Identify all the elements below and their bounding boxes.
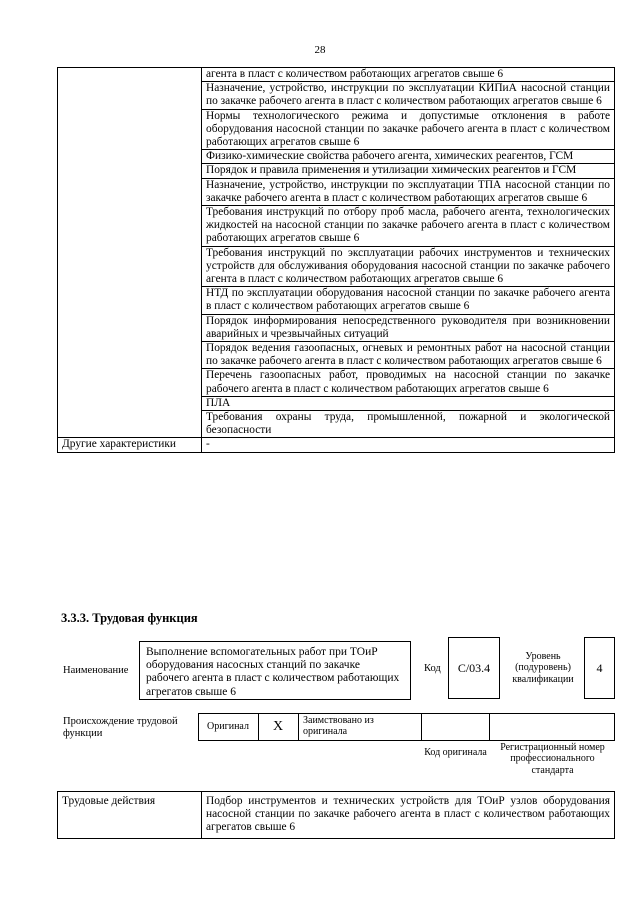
other-characteristics-value: - xyxy=(202,438,615,452)
page-number: 28 xyxy=(314,44,326,56)
level-value-box: 4 xyxy=(584,637,615,699)
requirement-text: Порядок и правила применения и утилизации химических реагентов и ГСМ xyxy=(202,164,615,178)
requirement-row xyxy=(58,206,615,247)
requirement-label-cell xyxy=(58,246,202,287)
requirement-row xyxy=(58,287,615,314)
requirement-row xyxy=(58,396,615,410)
origin-divider-2 xyxy=(298,713,299,741)
actions-label: Трудовые действия xyxy=(58,792,202,839)
requirements-table xyxy=(57,67,615,453)
origin-divider-4 xyxy=(489,713,490,741)
requirement-label-cell xyxy=(58,68,202,82)
requirement-row xyxy=(58,411,615,438)
requirement-label-cell xyxy=(58,150,202,164)
requirement-text: Нормы технологического режима и допустимые отклонения в работе оборудования насосной станции по закачке рабочего агента в пласт с количеством работающих агрегатов свыше 6 xyxy=(202,109,615,150)
requirement-text: агента в пласт с количеством работающих агрегатов свыше 6 xyxy=(202,68,615,82)
requirement-label-cell xyxy=(58,178,202,205)
requirement-text: ПЛА xyxy=(202,396,615,410)
actions-row xyxy=(58,792,615,839)
requirement-row xyxy=(58,150,615,164)
requirement-label-cell xyxy=(58,396,202,410)
requirement-label-cell xyxy=(58,287,202,314)
requirement-label-cell xyxy=(58,164,202,178)
other-characteristics-label: Другие характеристики xyxy=(58,438,202,452)
section-title: 3.3.3. Трудовая функция xyxy=(61,611,198,625)
actions-text: Подбор инструментов и технических устройств для ТОиР узлов оборудования насосной станции по закачке рабочего агента в пласт с количеством работающих агрегатов свыше 6 xyxy=(202,792,615,839)
requirement-label-cell xyxy=(58,82,202,109)
requirement-text: Требования охраны труда, промышленной, пожарной и экологической безопасности xyxy=(202,411,615,438)
requirement-text: Назначение, устройство, инструкции по эксплуатации КИПиА насосной станции по закачке рабочего агента в пласт с количеством работающих агрегатов свыше 6 xyxy=(202,82,615,109)
requirement-label-cell xyxy=(58,109,202,150)
borrowed-label: Заимствовано из оригинала xyxy=(303,715,374,737)
requirement-row xyxy=(58,342,615,369)
code-value-box: C/03.4 xyxy=(448,637,500,699)
requirement-text: Требования инструкций по отбору проб масла, рабочего агента, технологических жидкостей на насосной станции по закачке рабочего агента в пласт с количеством работающих агрегатов свыше 6 xyxy=(202,206,615,247)
requirement-label-cell xyxy=(58,314,202,341)
requirement-label-cell xyxy=(58,206,202,247)
requirement-label-cell xyxy=(58,369,202,396)
requirement-row xyxy=(58,178,615,205)
code-label: Код xyxy=(424,663,441,674)
actions-table xyxy=(57,791,615,839)
requirement-text: Физико-химические свойства рабочего агента, химических реагентов, ГСМ xyxy=(202,150,615,164)
requirement-text: Требования инструкций по эксплуатации рабочих инструментов и технических устройств для обслуживания оборудования насосной станции по закачке рабочего агента в пласт с количеством работающих агрегатов свыше 6 xyxy=(202,246,615,287)
requirement-text: Порядок информирования непосредственного руководителя при возникновении аварийных и чрезвычайных ситуаций xyxy=(202,314,615,341)
name-label: Наименование xyxy=(63,665,129,676)
function-name-box: Выполнение вспомогательных работ при ТОиР оборудования насосных станций по закачке рабочего агента в пласт с количеством работающих агрегатов свыше 6 xyxy=(139,641,411,700)
requirement-text: Назначение, устройство, инструкции по эксплуатации ТПА насосной станции по закачке рабочего агента в пласт с количеством работающих агрегатов свыше 6 xyxy=(202,178,615,205)
requirement-row xyxy=(58,164,615,178)
requirement-label-cell xyxy=(58,342,202,369)
requirement-row xyxy=(58,369,615,396)
requirement-row xyxy=(58,82,615,109)
original-label: Оригинал xyxy=(207,721,249,733)
origin-divider-3 xyxy=(421,713,422,741)
reg-number-caption: Регистрационный номер профессионального стандарта xyxy=(500,741,605,776)
origin-label: Происхождение трудовой функции xyxy=(63,716,178,739)
requirement-label-cell xyxy=(58,411,202,438)
requirement-row xyxy=(58,246,615,287)
requirement-row xyxy=(58,68,615,82)
requirement-row xyxy=(58,314,615,341)
original-mark: X xyxy=(272,719,284,734)
requirement-text: Порядок ведения газоопасных, огневых и ремонтных работ на насосной станции по закачке рабочего агента в пласт с количеством работающих агрегатов свыше 6 xyxy=(202,342,615,369)
other-characteristics-row xyxy=(58,438,615,452)
requirement-text: НТД по эксплуатации оборудования насосной станции по закачке рабочего агента в пласт с количеством работающих агрегатов свыше 6 xyxy=(202,287,615,314)
requirement-text: Перечень газоопасных работ, проводимых на насосной станции по закачке рабочего агента в пласт с количеством работающих агрегатов свыше 6 xyxy=(202,369,615,396)
level-label: Уровень (подуровень) квалификации xyxy=(512,650,574,685)
original-code-caption: Код оригинала xyxy=(424,747,487,759)
requirement-row xyxy=(58,109,615,150)
